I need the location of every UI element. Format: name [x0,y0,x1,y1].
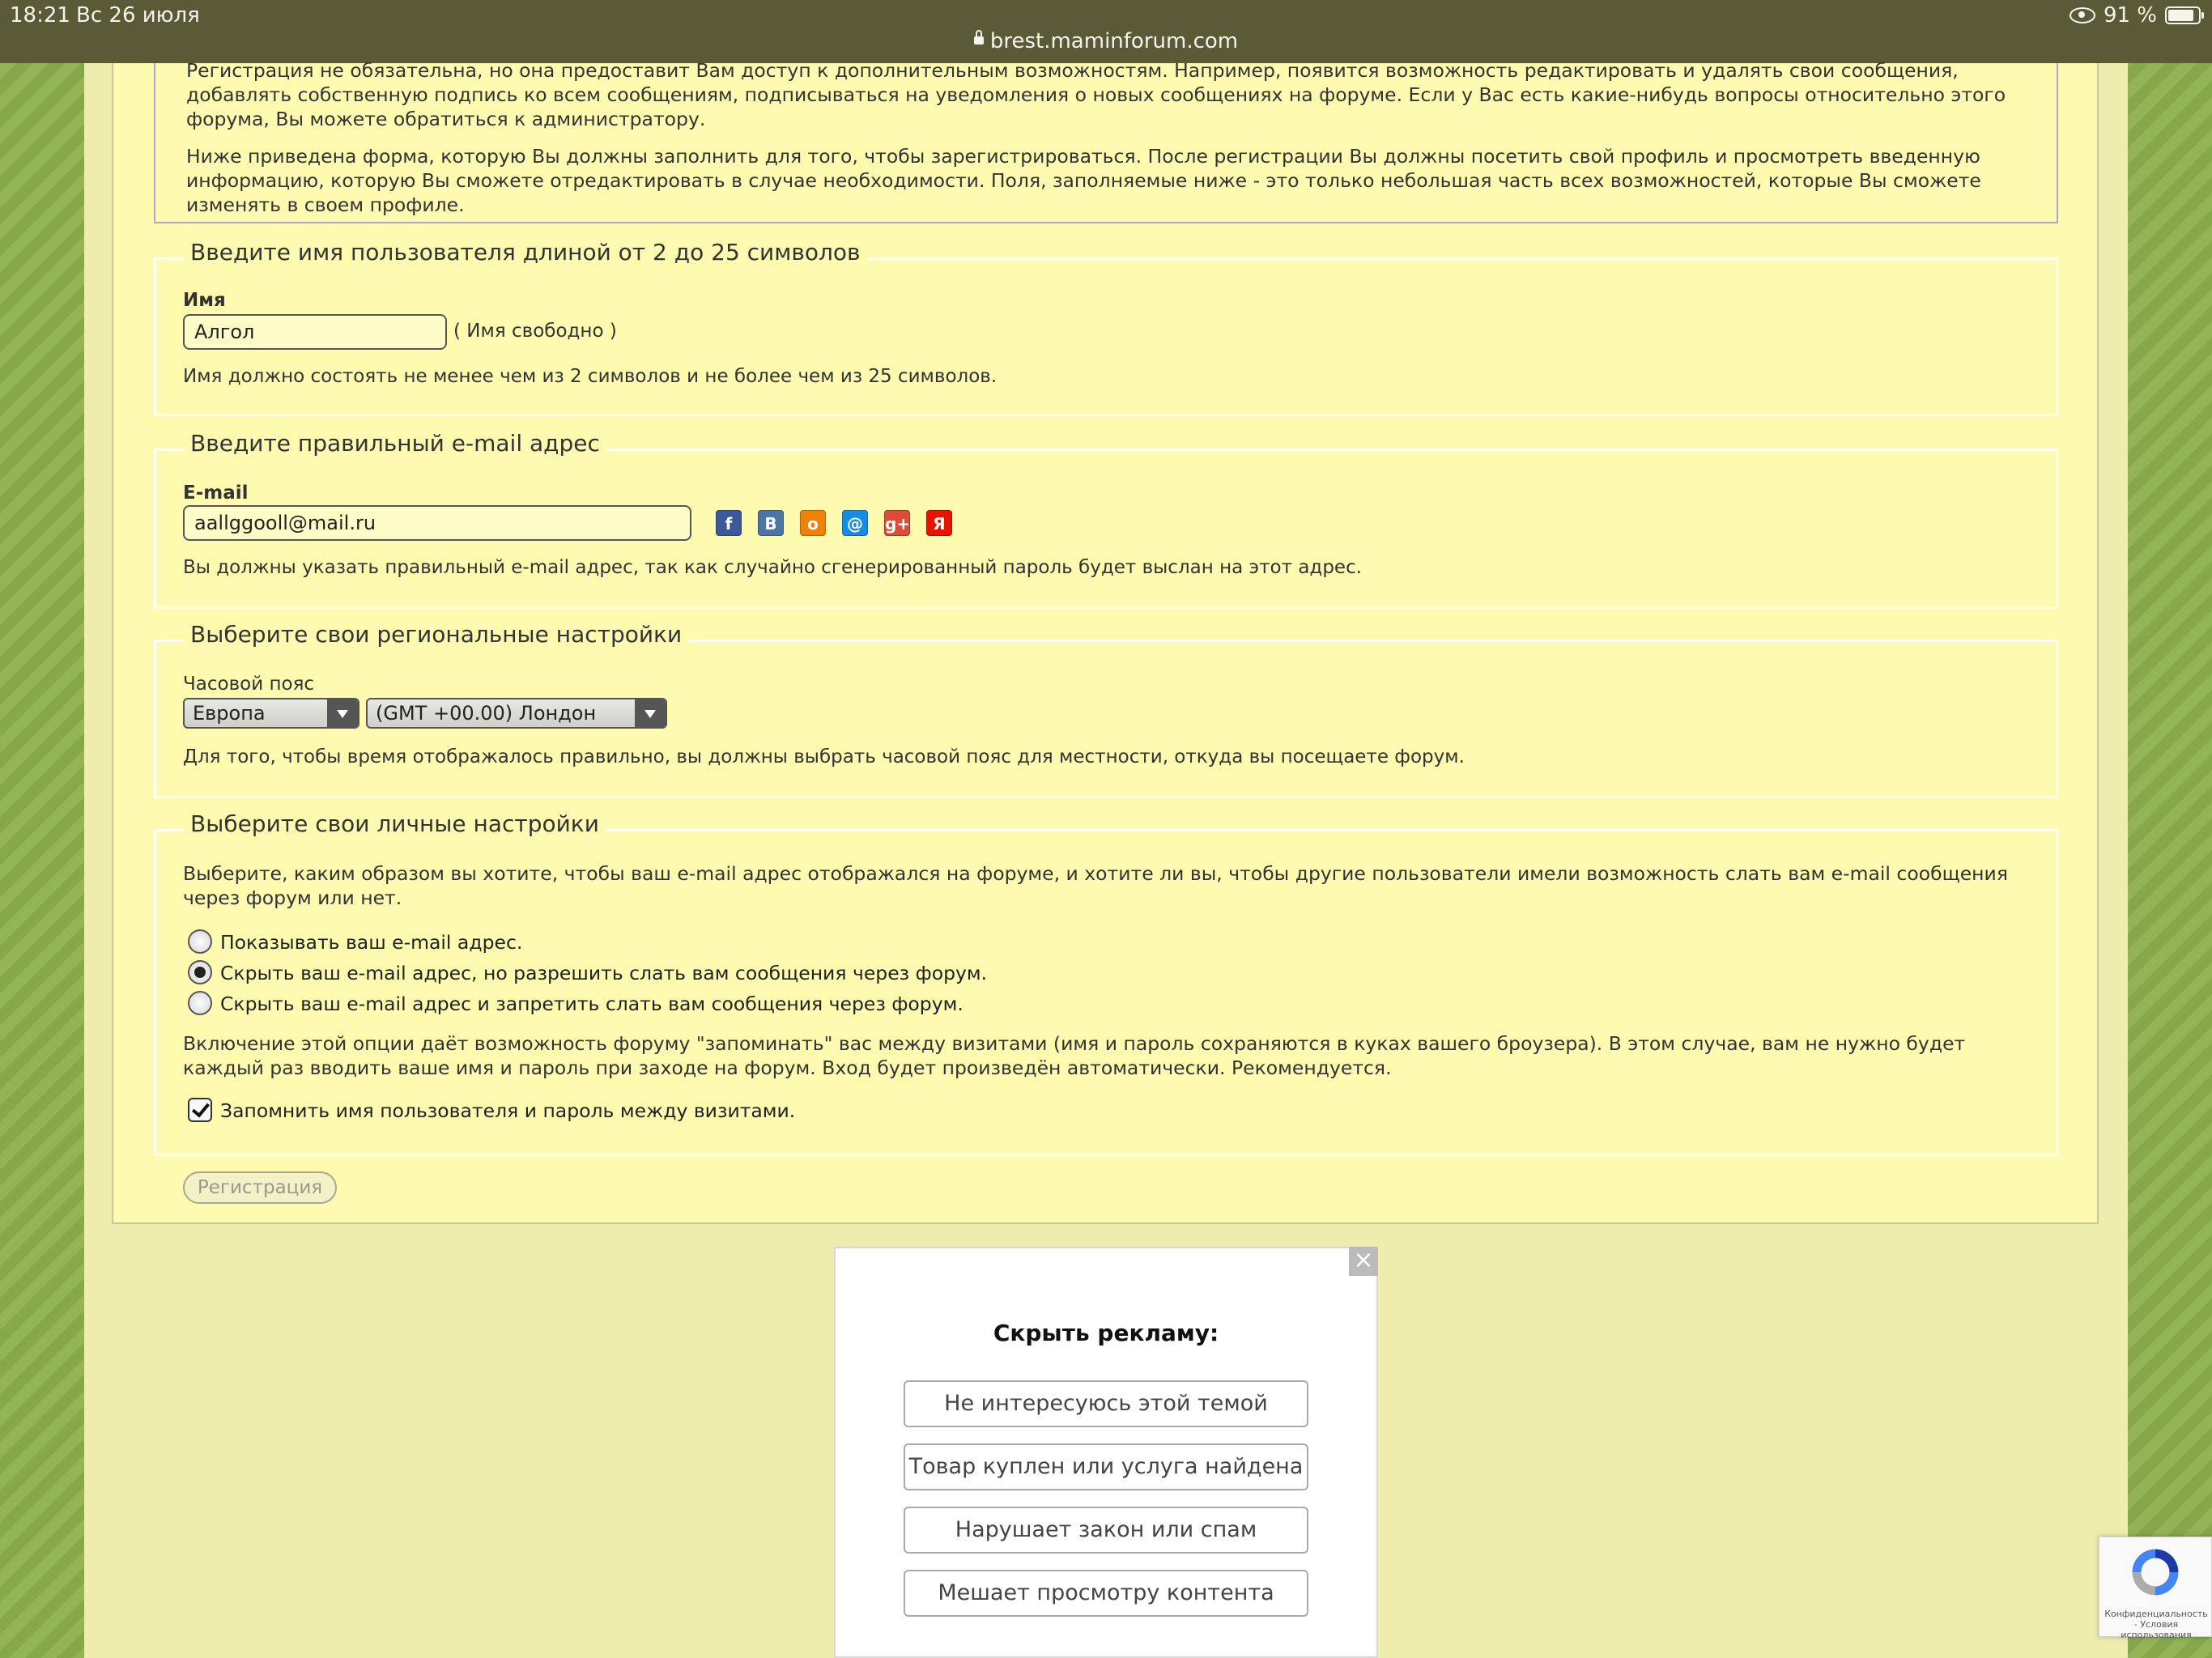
address-bar[interactable] [0,29,2212,53]
remember-description: Включение этой опции даёт возможность форуму "запоминать" вас между визитами (имя и пароль сохраняются в куках вашего броузера). В этом случае, вам не нужно будет каждый раз вводить ваше имя и пароль при заходе на форум. Вход будет произведён автоматически. Рекомендуется. [183,1032,1966,1079]
recaptcha-links[interactable]: Конфиденциальность - Условия использования [2104,1609,2208,1640]
mailru-icon[interactable]: @ [842,510,868,536]
radio-show-email-label[interactable]: Показывать ваш e-mail адрес. [220,931,523,954]
close-icon[interactable]: × [1349,1247,1378,1276]
email-legend: Введите правильный e-mail адрес [184,430,606,457]
username-legend: Введите имя пользователя длиной от 2 до 25 символов [184,239,867,266]
yandex-icon[interactable]: Я [926,510,952,536]
status-bar [0,0,2212,63]
remember-label[interactable]: Запомнить имя пользователя и пароль между визитами. [220,1099,796,1122]
status-time: 18:21 [10,3,70,28]
email-input[interactable] [183,505,691,541]
chevron-down-icon [327,699,358,727]
google-plus-icon[interactable]: g+ [884,510,910,536]
recaptcha-icon [2127,1544,2184,1601]
radio-hide-email-deny-label[interactable]: Скрыть ваш e-mail адрес и запретить слать вам сообщения через форум. [220,993,963,1015]
ad-hide-purchased-button[interactable]: Товар куплен или услуга найдена [904,1443,1308,1490]
timezone-select-value: (GMT +00.00) Лондон [376,702,597,725]
region-hint: Для того, чтобы время отображалось правильно, вы должны выбрать часовой пояс для местности, откуда вы посещаете форум. [183,746,1465,767]
ad-overlay-title: Скрыть рекламу: [993,1320,1219,1346]
username-input[interactable] [183,314,447,350]
ad-hide-spam-button[interactable]: Нарушает закон или спам [904,1507,1308,1554]
register-button[interactable]: Регистрация [183,1171,337,1204]
intro-paragraph-2: Ниже приведена форма, которую Вы должны заполнить для того, чтобы зарегистрироваться. После регистрации Вы должны посетить свой профиль и просмотреть введенную информацию, которую Вы сможете отредактировать в случае необходимости. Поля, заполняемые ниже - это только небольшая часть всех возможностей, которые Вы сможете изменять в своем профиле. [186,145,1981,216]
radio-show-email[interactable] [188,929,212,954]
screen-mirroring-icon [2069,7,2095,23]
username-availability: ( Имя свободно ) [453,321,617,342]
email-label: E-mail [183,483,249,504]
timezone-select[interactable] [366,698,667,729]
username-label: Имя [183,290,226,311]
facebook-icon[interactable]: f [716,510,742,536]
email-hint: Вы должны указать правильный e-mail адрес, так как случайно сгенерированный пароль будет выслан на этот адрес. [183,557,1363,578]
intro-paragraph-1: Регистрация не обязательна, но она предоставит Вам доступ к дополнительным возможностям. Например, появится возможность редактировать и удалять свои сообщения, добавлять собственную подпись ко всем сообщениям, подписываться на уведомления о новых сообщениях на форуме. Если у Вас есть какие-нибудь вопросы относительно этого форума, Вы можете обратиться к администратору. [186,59,2006,130]
chevron-down-icon [635,699,666,727]
lock-icon [974,36,984,45]
ad-hide-obstructs-button[interactable]: Мешает просмотру контента [904,1570,1308,1617]
region-select-value: Европа [193,702,266,725]
vkontakte-icon[interactable]: B [758,510,784,536]
status-indicators [2069,3,2201,28]
region-select[interactable] [183,698,359,729]
timezone-label: Часовой пояс [183,674,315,695]
battery-percent: 91 % [2103,3,2157,28]
radio-hide-email-allow-label[interactable]: Скрыть ваш e-mail адрес, но разрешить слать вам сообщения через форум. [220,962,988,984]
battery-icon [2165,6,2201,24]
radio-hide-email-allow[interactable] [188,960,212,984]
ad-hide-not-interested-button[interactable]: Не интересуюсь этой темой [904,1380,1308,1427]
intro-box [154,59,2058,223]
recaptcha-badge[interactable] [2099,1537,2212,1640]
address-url[interactable]: brest.maminforum.com [989,29,1239,53]
odnoklassniki-icon[interactable]: о [800,510,826,536]
email-display-description: Выберите, каким образом вы хотите, чтобы ваш e-mail адрес отображался на форуме, и хотите ли вы, чтобы другие пользователи имели возможность слать вам e-mail сообщения через форум или нет. [183,862,2008,909]
radio-hide-email-deny[interactable] [188,991,212,1015]
personal-legend: Выберите свои личные настройки [184,810,606,837]
status-date: Вс 26 июля [76,3,200,28]
region-legend: Выберите свои региональные настройки [184,621,688,648]
remember-checkbox[interactable] [188,1098,212,1122]
username-hint: Имя должно состоять не менее чем из 2 символов и не более чем из 25 символов. [183,366,998,387]
